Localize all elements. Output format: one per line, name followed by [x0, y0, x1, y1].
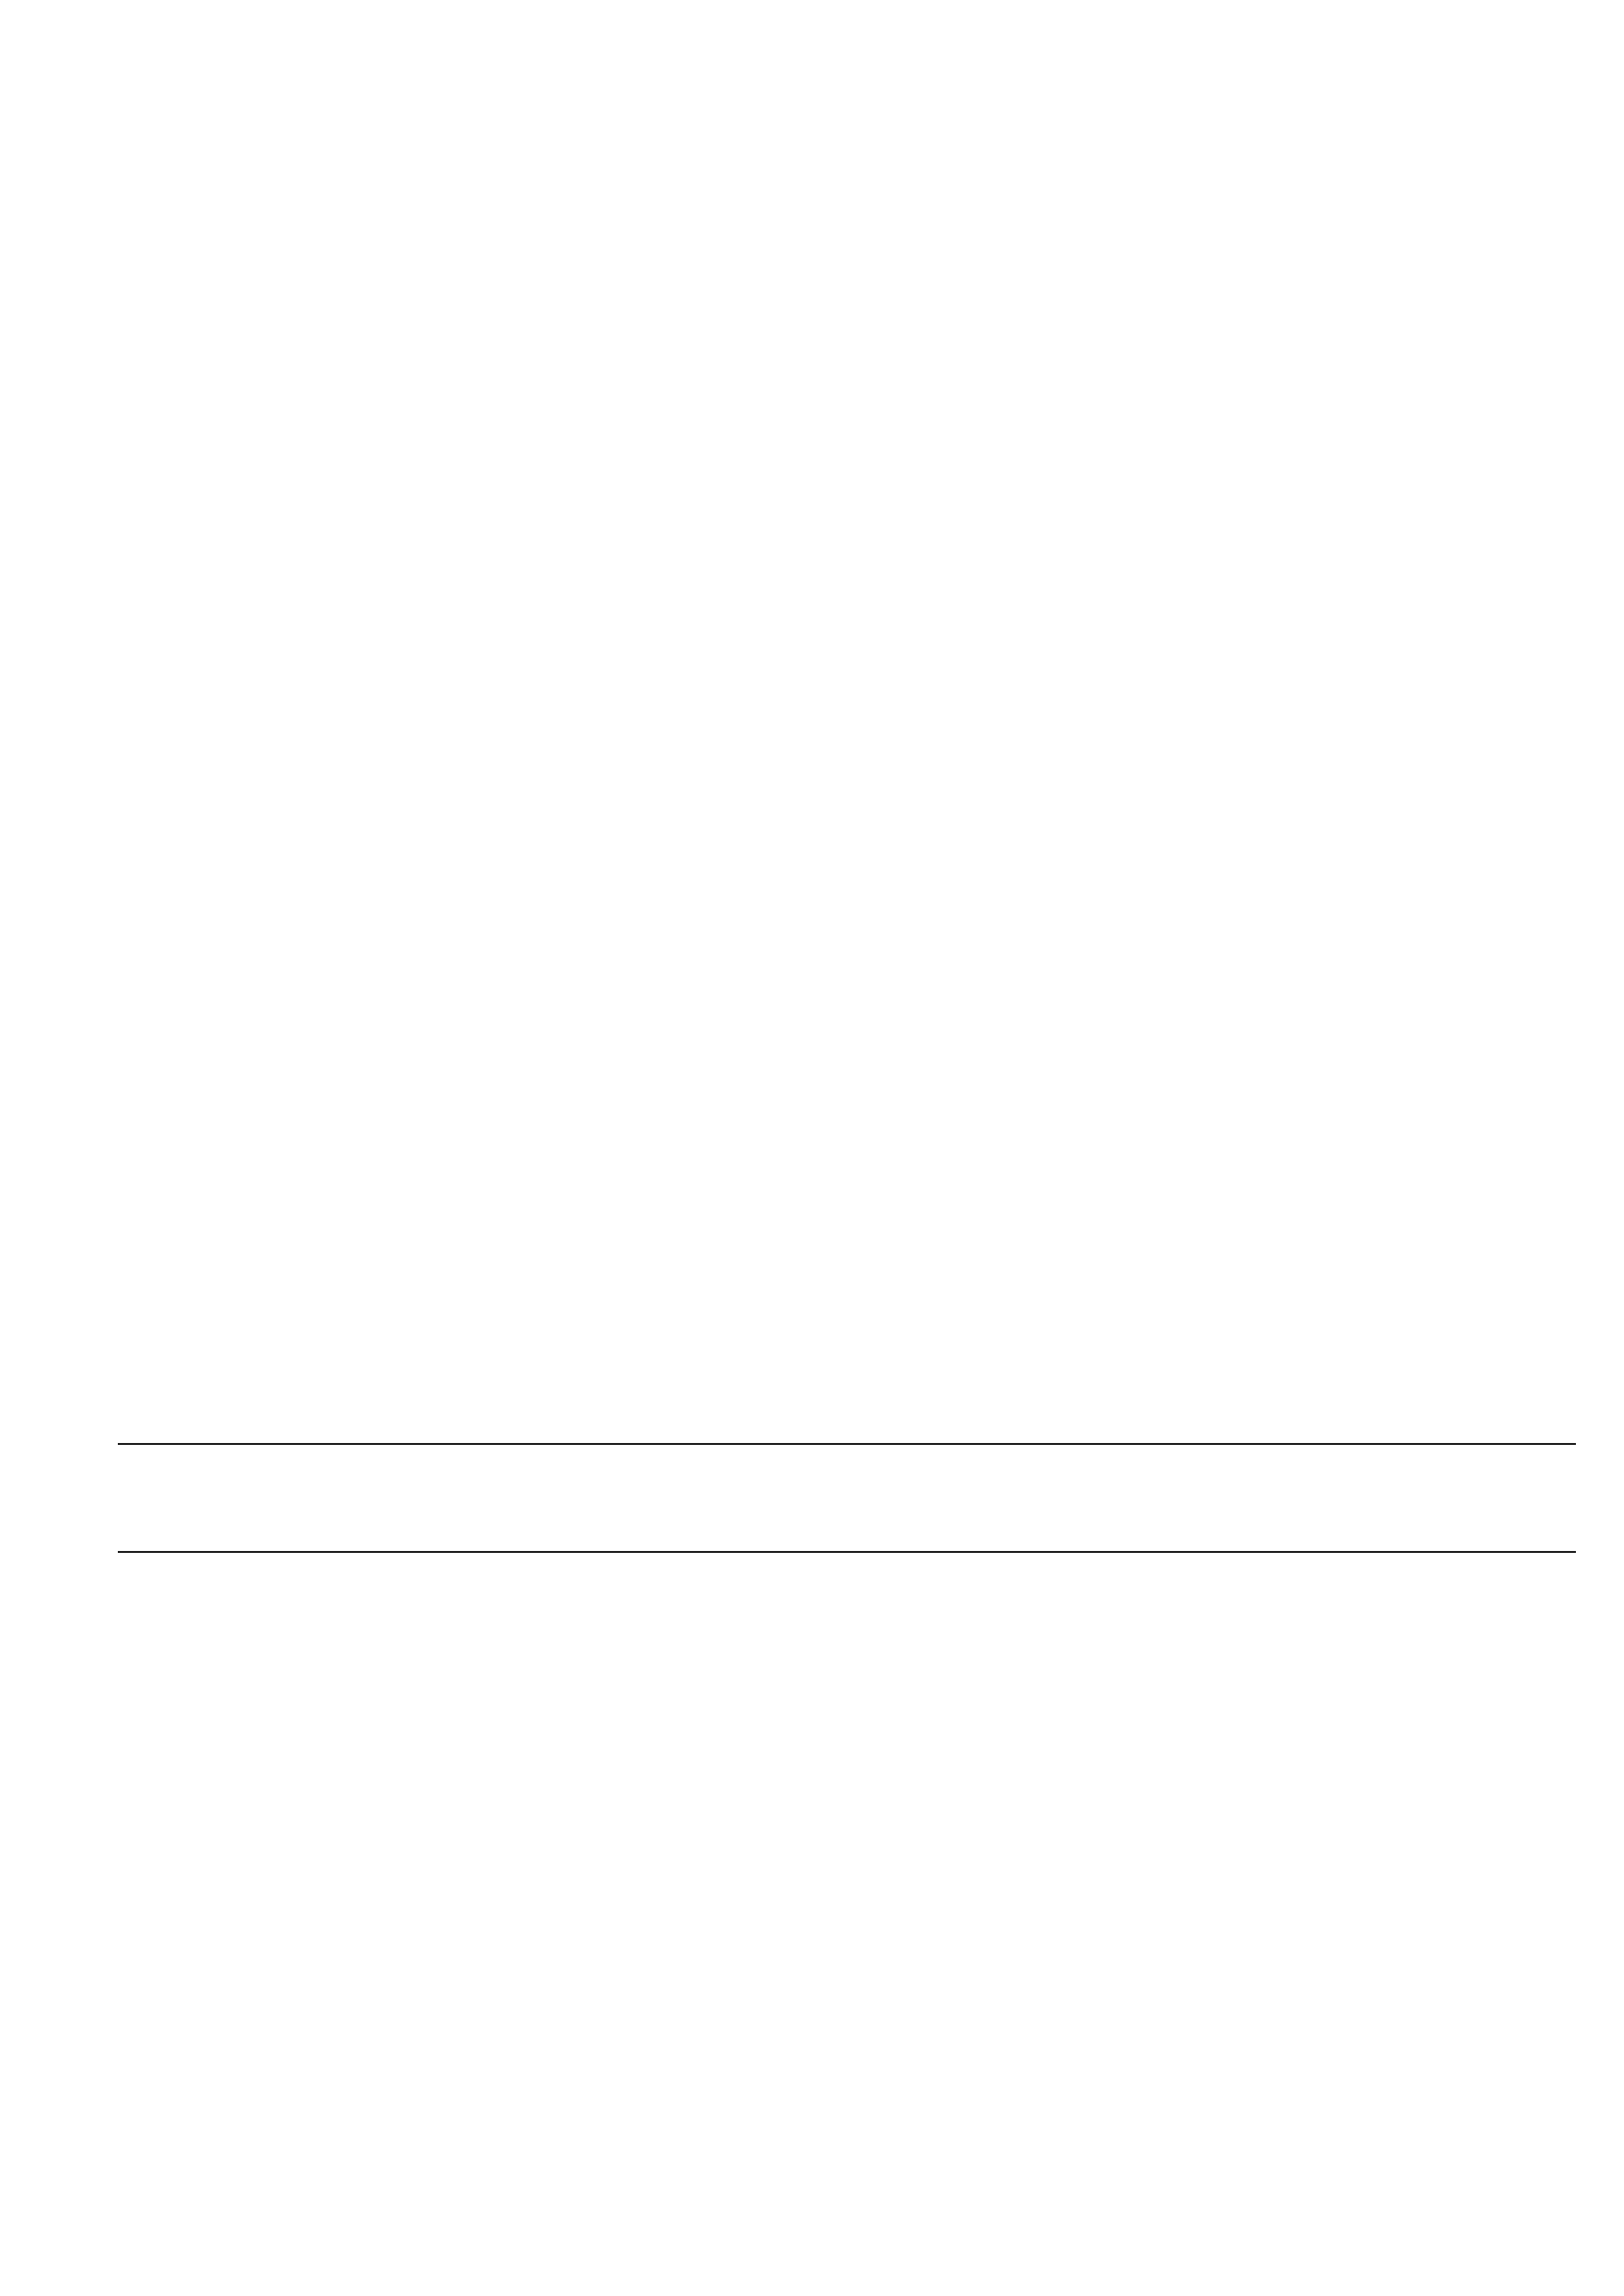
header-top-rule: [118, 1443, 1576, 1445]
competition-info: [118, 1268, 149, 1569]
header-bottom-rule: [118, 1551, 1576, 1553]
table-header: [0, 1449, 31, 1916]
